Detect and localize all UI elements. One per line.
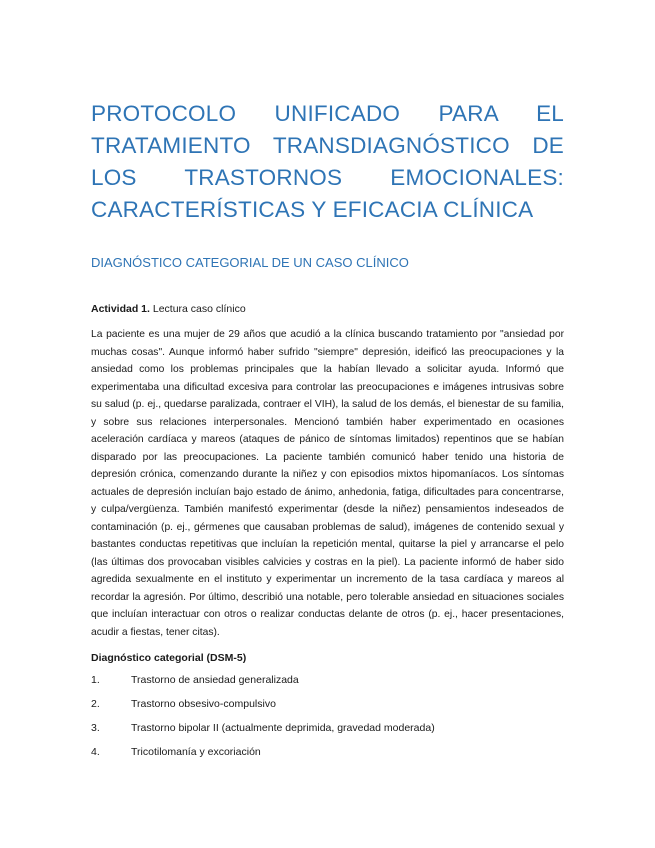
diagnosis-label: Trastorno obsesivo-compulsivo <box>131 698 276 710</box>
document-title: PROTOCOLO UNIFICADO PARA EL TRATAMIENTO TRANSDIAGNÓSTICO DE LOS TRASTORNOS EMOCIONALES: CARACTERÍSTICAS Y EFICACIA CLÍNICA <box>91 101 564 222</box>
activity-text: Lectura caso clínico <box>149 303 246 315</box>
diagnosis-label: Trastorno bipolar II (actualmente deprimida, gravedad moderada) <box>131 722 435 734</box>
diagnosis-number: 2. <box>91 698 100 710</box>
diagnosis-label: Tricotilomanía y excoriación <box>131 746 261 758</box>
diagnosis-item <box>91 673 564 687</box>
diagnosis-number: 4. <box>91 746 100 758</box>
diagnosis-label: Trastorno de ansiedad generalizada <box>131 674 299 686</box>
diagnosis-number: 3. <box>91 722 100 734</box>
diagnosis-list <box>91 673 564 759</box>
activity-line <box>91 302 564 316</box>
diagnosis-heading: Diagnóstico categorial (DSM-5) <box>91 652 247 664</box>
diagnosis-number: 1. <box>91 674 100 686</box>
diagnosis-item <box>91 721 564 735</box>
case-description: La paciente es una mujer de 29 años que acudió a la clínica buscando tratamiento por "ansiedad por muchas cosas". Aunque informó haber sufrido "siempre" depresión, ideificó las preocupaciones y la ansiedad como los problemas principales que la habían llevado a solicitar ayuda. Informó que experimentaba una dificultad excesiva para controlar las preocupaciones e imágenes intrusivas sobre su salud (p. ej., quedarse paralizada, contraer el VIH), la salud de los demás, el bienestar de su familia, y sobre sus relaciones interpersonales. Mencionó también haber experimentado en ocasiones aceleración cardíaca y mareos (ataques de pánico de síntomas limitados) repentinos que se habían disparado por las preocupaciones. La paciente también comunicó haber tenido una historia de depresión crónica, comenzando durante la niñez y con episodios mixtos hipomaníacos. Los síntomas actuales de depresión incluían bajo estado de ánimo, anhedonia, fatiga, dificultades para concentrarse, y culpa/vergüenza. También manifestó experimentar (desde la niñez) pensamientos indeseados de contaminación (p. ej., gérmenes que causaban problemas de salud), imágenes de contenido sexual y bastantes conductas repetitivas que incluían la repetición mental, quitarse la piel y arrancarse el pelo (las últimas dos provocaban visibles calvicies y costras en la piel). La paciente informó de haber sido agredida sexualmente en el instituto y experimentar un incremento de la tasa cardíaca y mareos al recordar la agresión. Por último, describió una notable, pero tolerable ansiedad en situaciones sociales que incluían interactuar con otros o realizar conductas delante de otros (p. ej., hacer presentaciones, acudir a fiestas, tener citas). <box>91 329 564 638</box>
diagnosis-item <box>91 745 564 759</box>
diagnosis-item <box>91 697 564 711</box>
section-subtitle: DIAGNÓSTICO CATEGORIAL DE UN CASO CLÍNICO <box>91 255 409 270</box>
activity-label: Actividad 1. <box>91 303 150 315</box>
